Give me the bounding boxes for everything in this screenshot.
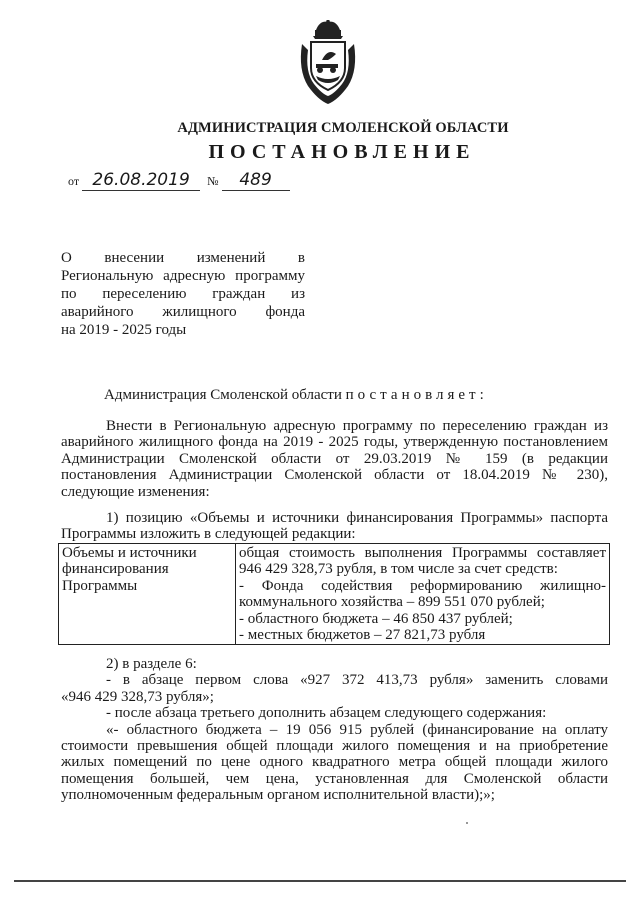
paragraph-line: Программы изложить в следующей редакции:: [61, 526, 356, 543]
cell-line: коммунального хозяйства – 899 551 070 рублей;: [239, 594, 545, 611]
intro-spaced-verb: постановляет:: [345, 387, 488, 403]
paragraph-line: - после абзаца третьего дополнить абзацем следующего содержания:: [106, 705, 547, 722]
item-1: [61, 510, 608, 543]
subject-line: аварийного жилищного фонда: [61, 304, 305, 320]
quote-line: жилых помещений по цене одного квадратного метра общей площади жилого: [61, 754, 608, 771]
scan-speck: [466, 822, 468, 824]
cell-line: - местных бюджетов – 27 821,73 рубля: [239, 627, 486, 644]
page-bottom-edge: [14, 880, 626, 882]
subject-line: по переселению граждан из: [61, 286, 305, 302]
coat-of-arms-icon: [298, 20, 358, 106]
item-2-heading: 2) в разделе 6:: [106, 656, 197, 672]
quote-line: помещения большей, чем цена, установленная для Смоленской области: [61, 770, 608, 787]
paragraph-line: - в абзаце первом слова «927 372 413,73 рубля» заменить словами: [106, 672, 608, 689]
document-subject: [61, 249, 305, 339]
quote-line: уполномоченным федеральным органом исполнительной власти);»;: [61, 787, 495, 804]
date-number-line: [68, 170, 290, 191]
cell-line: - областного бюджета – 46 850 437 рублей;: [239, 610, 513, 627]
table-cell-value: [236, 544, 610, 645]
number-prefix: №: [207, 174, 219, 188]
cell-line: 946 429 328,73 рубля, в том числе за счет средств:: [239, 561, 558, 578]
cell-line: общая стоимость выполнения Программы составляет: [239, 545, 606, 561]
organization-name: АДМИНИСТРАЦИЯ СМОЛЕНСКОЙ ОБЛАСТИ: [177, 120, 509, 136]
paragraph-line: следующие изменения:: [61, 483, 210, 500]
cell-line: - Фонда содействия реформированию жилищно-: [239, 577, 606, 594]
intro-line: [104, 387, 488, 404]
cell-line: финансирования: [62, 561, 169, 578]
cell-line: Объемы и источники: [62, 545, 197, 561]
quote-line: стоимости превышения общей площади жилого помещения и на приобретение: [61, 738, 608, 755]
number-value: 489: [222, 170, 290, 191]
paragraph-line: аварийного жилищного фонда на 2019 - 2025 годы, утвержденную постановлением: [61, 434, 608, 451]
date-value: 26.08.2019: [82, 170, 200, 191]
document-type-title: ПОСТАНОВЛЕНИЕ: [208, 141, 476, 163]
item-2: [61, 656, 608, 804]
paragraph-1: [61, 418, 608, 500]
subject-line: О внесении изменений в: [61, 250, 305, 266]
paragraph-line: Администрации Смоленской области от 29.03.2019 № 159 (в редакции: [61, 450, 608, 467]
subject-line: Региональную адресную программу: [61, 268, 305, 284]
paragraph-line: Внести в Региональную адресную программу по переселению граждан из: [106, 418, 608, 434]
passport-table: [58, 543, 610, 645]
paragraph-line: постановления Администрации Смоленской области от 18.04.2019 № 230),: [61, 467, 608, 484]
paragraph-line: 1) позицию «Объемы и источники финансирования Программы» паспорта: [106, 510, 608, 526]
date-prefix: от: [68, 174, 80, 188]
subject-line: на 2019 - 2025 годы: [61, 322, 187, 338]
intro-text: Администрация Смоленской области: [104, 387, 342, 403]
table-cell-label: [59, 544, 236, 645]
table-row: [59, 544, 610, 645]
quote-line: «- областного бюджета – 19 056 915 рублей (финансирование на оплату: [106, 721, 608, 738]
paragraph-line: «946 429 328,73 рубля»;: [61, 688, 214, 705]
cell-line: Программы: [62, 577, 138, 594]
